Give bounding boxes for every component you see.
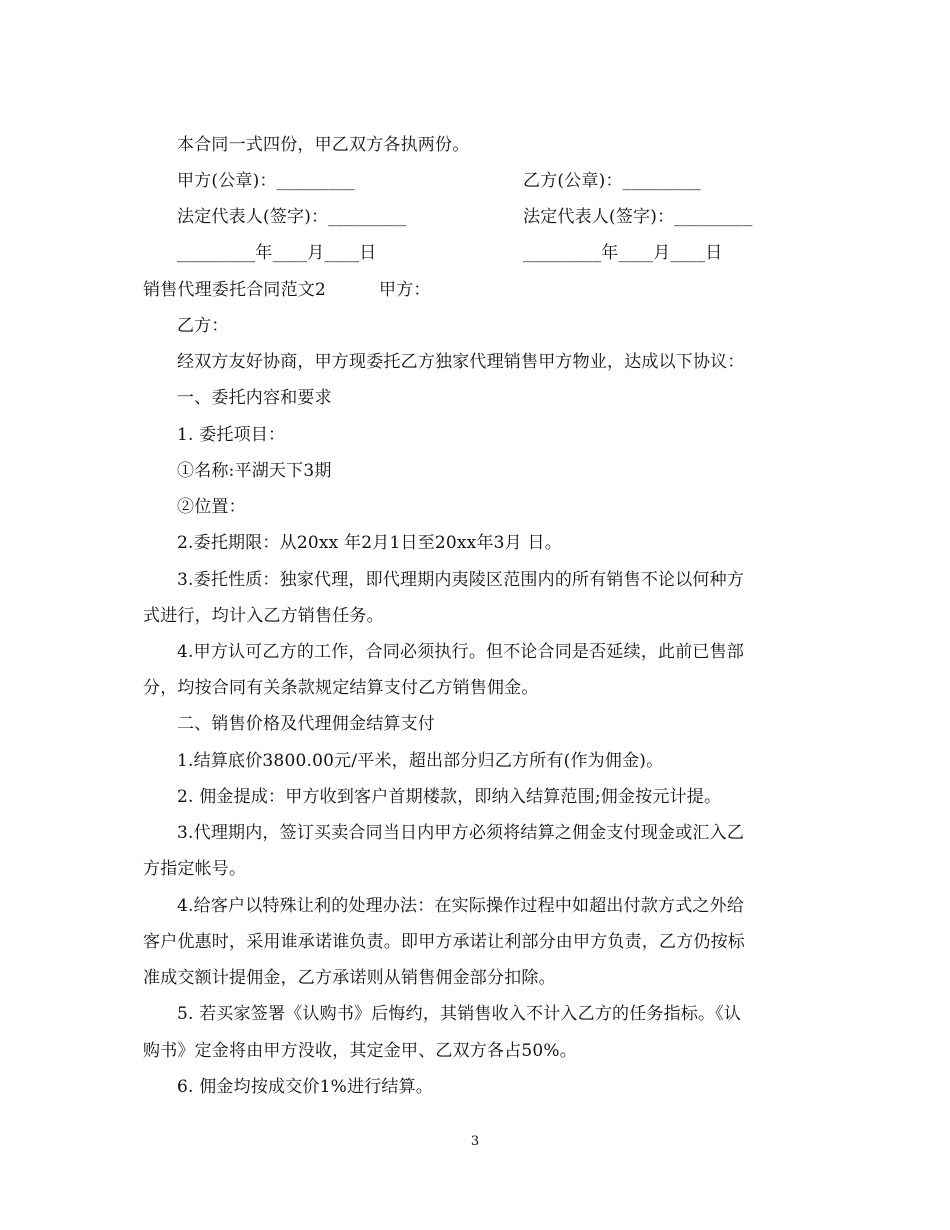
party-a-date: _________年____月____日 (177, 243, 377, 263)
paragraph-line: 3.代理期内，签订买卖合同当日内甲方必须将结算之佣金支付现金或汇入乙 (177, 823, 745, 843)
paragraph-line: 4.给客户以特殊让利的处理办法：在实际操作过程中如超出付款方式之外给 (177, 896, 745, 916)
heading-line: 二、销售价格及代理佣金结算支付 (177, 714, 435, 734)
paragraph-line: 2.委托期限：从20xx 年2月1日至20xx年3月 日。 (177, 533, 562, 553)
paragraph-line: 客户优惠时，采用谁承诺谁负责。即甲方承诺让利部分由甲方负责，乙方仍按标 (143, 932, 745, 952)
paragraph-line: 3.委托性质：独家代理，即代理期内夷陵区范围内的所有销售不论以何种方 (177, 570, 745, 590)
page-number: 3 (470, 1134, 480, 1149)
party-a-label: 甲方： (379, 280, 431, 300)
paragraph-line: ①名称:平湖天下3期 (177, 461, 332, 481)
section-title: 销售代理委托合同范文2 (143, 280, 327, 300)
party-a-representative: 法定代表人(签字)：_________ (177, 207, 407, 227)
paragraph-line: 购书》定金将由甲方没收，其定金甲、乙双方各占50%。 (143, 1041, 577, 1061)
paragraph-line: 2. 佣金提成：甲方收到客户首期楼款，即纳入结算范围;佣金按元计提。 (177, 787, 722, 807)
paragraph-line: 经双方友好协商，甲方现委托乙方独家代理销售甲方物业，达成以下协议： (177, 352, 745, 372)
paragraph-line: 1.结算底价3800.00元/平米，超出部分归乙方所有(作为佣金)。 (177, 751, 664, 771)
party-b-label: 乙方： (177, 316, 229, 336)
paragraph-line: 分，均按合同有关条款规定结算支付乙方销售佣金。 (143, 678, 539, 698)
paragraph-line: 1. 委托项目： (177, 425, 286, 445)
paragraph-line: 方指定帐号。 (143, 859, 247, 879)
intro-line: 本合同一式四份，甲乙双方各执两份。 (177, 135, 470, 155)
paragraph-line: 式进行，均计入乙方销售任务。 (143, 606, 384, 626)
paragraph-line: 准成交额计提佣金，乙方承诺则从销售佣金部分扣除。 (143, 968, 556, 988)
party-b-date: _________年____月____日 (523, 243, 723, 263)
party-a-seal: 甲方(公章)：_________ (177, 171, 355, 191)
heading-line: 一、委托内容和要求 (177, 388, 332, 408)
paragraph-line: 6. 佣金均按成交价1%进行结算。 (177, 1077, 433, 1097)
party-b-representative: 法定代表人(签字)：_________ (523, 207, 753, 227)
paragraph-line: ②位置： (177, 497, 246, 517)
paragraph-line: 4.甲方认可乙方的工作，合同必须执行。但不论合同是否延续，此前已售部 (177, 642, 745, 662)
paragraph-line: 5. 若买家签署《认购书》后悔约，其销售收入不计入乙方的任务指标。《认 (177, 1004, 742, 1024)
party-b-seal: 乙方(公章)：_________ (523, 171, 701, 191)
